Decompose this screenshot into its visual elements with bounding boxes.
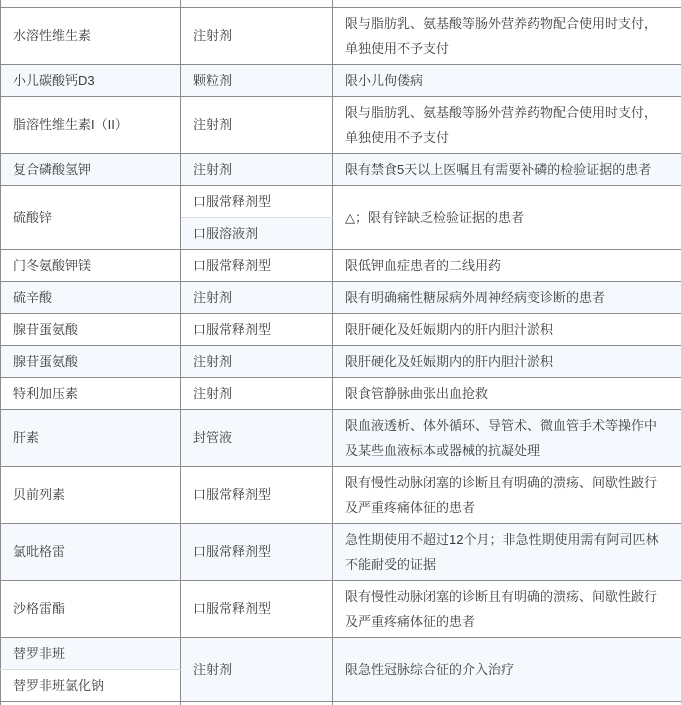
- table-row: [1, 249, 681, 281]
- restriction-note-cell: 限肝硬化及妊娠期内的肝内胆汁淤积: [333, 313, 681, 345]
- restriction-note-cell: 限有慢性动脉闭塞的诊断且有明确的溃疡、间歇性跛行及严重疼痛体征的患者: [333, 466, 681, 523]
- table-row: [1, 96, 681, 153]
- dosage-form-cell: 口服常释剂型: [181, 580, 333, 637]
- restriction-note-cell: 限肝硬化及妊娠期内的肝内胆汁淤积: [333, 345, 681, 377]
- drug-name-cell: [1, 701, 181, 705]
- dosage-form-cell: 口服常释剂型: [181, 466, 333, 523]
- table-row: [1, 281, 681, 313]
- dosage-form-cell: 口服溶液剂: [181, 217, 333, 249]
- restriction-note-cell: 限食管静脉曲张出血抢救: [333, 377, 681, 409]
- dosage-form-cell: 注射剂: [181, 637, 333, 701]
- table-row-partial-top: [1, 0, 681, 7]
- table-row: [1, 7, 681, 64]
- dosage-form-cell: 注射剂: [181, 377, 333, 409]
- dosage-form-cell: 颗粒剂: [181, 64, 333, 96]
- drug-name-cell: 特利加压素: [1, 377, 181, 409]
- restriction-note-cell: 限有明确痛性糖尿病外周神经病变诊断的患者: [333, 281, 681, 313]
- drug-name-cell: 水溶性维生素: [1, 7, 181, 64]
- table-row-partial-bottom: [1, 701, 681, 705]
- table-row: [1, 409, 681, 466]
- dosage-form-cell: 注射剂: [181, 345, 333, 377]
- restriction-note-cell: 限与脂肪乳、氨基酸等肠外营养药物配合使用时支付，单独使用不予支付: [333, 96, 681, 153]
- dosage-form-cell: 口服常释剂型: [181, 523, 333, 580]
- drug-name-cell: 硫辛酸: [1, 281, 181, 313]
- dosage-form-cell: 注射剂: [181, 153, 333, 185]
- table-row: [1, 377, 681, 409]
- dosage-form-cell: 口服常释剂型: [181, 249, 333, 281]
- drug-name-cell: 替罗非班: [1, 637, 181, 669]
- restriction-note-cell: [333, 701, 681, 705]
- drug-name-cell: 硫酸锌: [1, 185, 181, 249]
- dosage-form-cell: 口服常释剂型: [181, 185, 333, 217]
- drug-name-cell: 替罗非班氯化钠: [1, 669, 181, 701]
- dosage-form-cell: 注射剂: [181, 96, 333, 153]
- drug-name-cell: 腺苷蛋氨酸: [1, 345, 181, 377]
- drug-name-cell: [1, 0, 181, 7]
- restriction-note-cell: 急性期使用不超过12个月；非急性期使用需有阿司匹林不能耐受的证据: [333, 523, 681, 580]
- restriction-note-cell: [333, 0, 681, 7]
- dosage-form-cell: 口服常释剂型: [181, 313, 333, 345]
- restriction-note-cell: △；限有锌缺乏检验证据的患者: [333, 185, 681, 249]
- table-row: [1, 523, 681, 580]
- restriction-note-cell: 限与脂肪乳、氨基酸等肠外营养药物配合使用时支付，单独使用不予支付: [333, 7, 681, 64]
- restriction-note-cell: 限急性冠脉综合征的介入治疗: [333, 637, 681, 701]
- restriction-note-cell: 限有慢性动脉闭塞的诊断且有明确的溃疡、间歇性跛行及严重疼痛体征的患者: [333, 580, 681, 637]
- table-row-group-start: [1, 637, 681, 669]
- restriction-note-cell: 限小儿佝偻病: [333, 64, 681, 96]
- table-row: [1, 64, 681, 96]
- drug-name-cell: 沙格雷酯: [1, 580, 181, 637]
- drug-name-cell: 复合磷酸氢钾: [1, 153, 181, 185]
- dosage-form-cell: 注射剂: [181, 281, 333, 313]
- drug-name-cell: 门冬氨酸钾镁: [1, 249, 181, 281]
- restriction-note-cell: 限低钾血症患者的二线用药: [333, 249, 681, 281]
- drug-name-cell: 贝前列素: [1, 466, 181, 523]
- table-row: [1, 345, 681, 377]
- table-row: [1, 313, 681, 345]
- table-row: [1, 466, 681, 523]
- table-row-group-start: [1, 185, 681, 217]
- restriction-note-cell: 限血液透析、体外循环、导管术、微血管手术等操作中及某些血液标本或器械的抗凝处理: [333, 409, 681, 466]
- table-row: [1, 580, 681, 637]
- dosage-form-cell: [181, 701, 333, 705]
- drug-name-cell: 小儿碳酸钙D3: [1, 64, 181, 96]
- table-row: [1, 153, 681, 185]
- drug-name-cell: 腺苷蛋氨酸: [1, 313, 181, 345]
- dosage-form-cell: 注射剂: [181, 7, 333, 64]
- dosage-form-cell: [181, 0, 333, 7]
- restriction-note-cell: 限有禁食5天以上医嘱且有需要补磷的检验证据的患者: [333, 153, 681, 185]
- drug-name-cell: 脂溶性维生素I（II）: [1, 96, 181, 153]
- drug-name-cell: 氯吡格雷: [1, 523, 181, 580]
- dosage-form-cell: 封管液: [181, 409, 333, 466]
- drug-name-cell: 肝素: [1, 409, 181, 466]
